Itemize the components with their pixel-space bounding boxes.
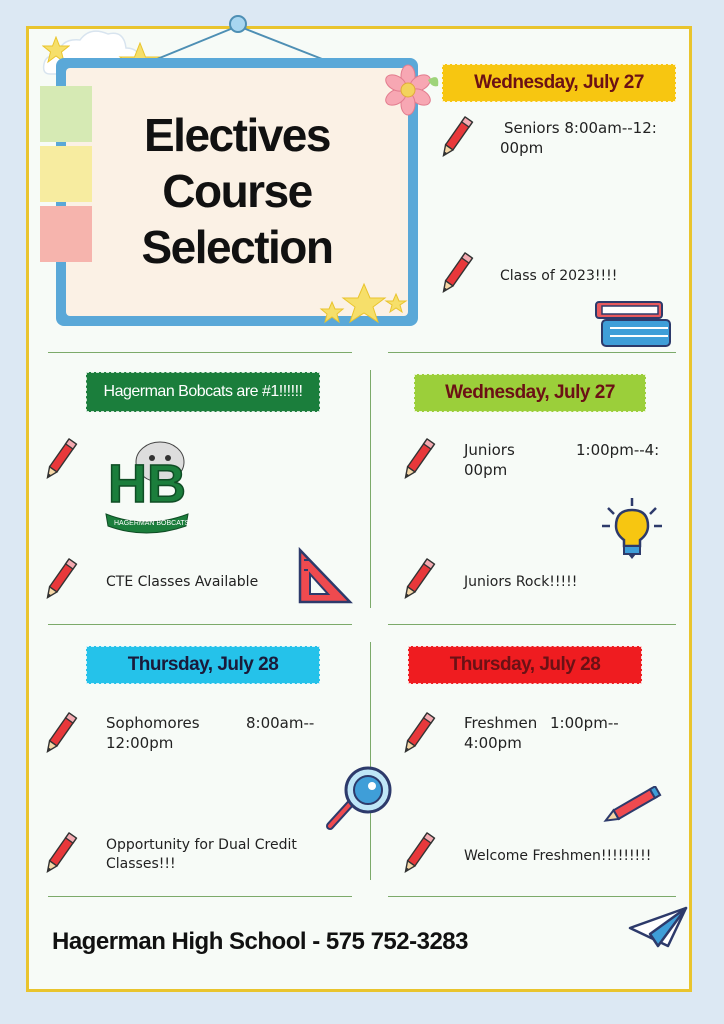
pencil-icon [440,250,480,302]
juniors-note: Juniors Rock!!!!! [464,574,578,590]
pencil-icon [44,710,84,762]
star-icon [318,282,408,330]
pencil-icon [402,830,442,882]
pencil-icon [402,710,442,762]
divider [48,352,352,353]
flower-icon [382,58,442,118]
divider [388,624,676,625]
seniors-note: Class of 2023!!!! [500,268,618,284]
seniors-date-tag: Wednesday, July 27 [442,64,676,102]
title-line-2: Course [162,165,312,217]
divider [388,896,676,897]
divider [388,352,676,353]
freshmen-time-line2: 4:00pm [464,734,522,752]
sticky-note-pink [40,206,92,262]
divider [48,896,352,897]
sticky-note-green [40,86,92,142]
juniors-date-tag: Wednesday, July 27 [414,374,646,412]
pencil-icon [402,556,442,608]
freshmen-date-tag: Thursday, July 28 [408,646,642,684]
logo-ribbon: HAGERMAN BOBCATS [114,520,190,527]
freshmen-note: Welcome Freshmen!!!!!!!!! [464,848,652,864]
footer-school-info: Hagerman High School - 575 752-3283 [52,928,468,955]
pencil-icon [44,436,84,488]
sophomores-time [106,713,326,753]
juniors-label: Juniors [464,441,515,459]
sophomores-time-line2: 12:00pm [106,734,174,752]
freshmen-label: Freshmen [464,714,538,732]
pencil-icon [44,556,84,608]
juniors-time-line1: 1:00pm--4: [576,441,660,459]
pencil-icon [402,436,442,488]
books-icon [592,298,674,354]
divider [48,624,352,625]
sophomores-note-line1: Opportunity for Dual Credit [106,837,297,853]
seniors-time-line1: Seniors 8:00am--12: [504,119,657,137]
juniors-time [464,440,664,480]
set-square-icon [294,546,354,608]
sophomores-label: Sophomores [106,714,200,732]
pencil-icon [440,114,480,166]
cte-note: CTE Classes Available [106,574,259,590]
sophomores-time-line1: 8:00am-- [246,714,315,732]
sophomores-note [106,836,297,874]
pencil-icon [44,830,84,882]
sticky-note-yellow [40,146,92,202]
sophomores-date-tag: Thursday, July 28 [86,646,320,684]
magnifier-icon [322,762,392,834]
seniors-time-line2: 00pm [500,139,544,157]
school-logo [100,440,192,536]
juniors-time-line2: 00pm [464,461,508,479]
bobcats-banner: Hagerman Bobcats are #1!!!!!! [86,372,320,412]
title-line-1: Electives [144,109,330,161]
pencil-icon [600,786,666,826]
logo-letters: HB [108,454,186,514]
freshmen-time [464,713,664,753]
title-line-3: Selection [141,221,333,273]
divider [370,642,371,880]
freshmen-time-line1: 1:00pm-- [550,714,619,732]
divider [370,370,371,608]
paper-plane-icon [628,904,690,950]
sophomores-note-line2: Classes!!! [106,856,176,872]
seniors-time [500,118,680,158]
lightbulb-icon [600,496,664,562]
